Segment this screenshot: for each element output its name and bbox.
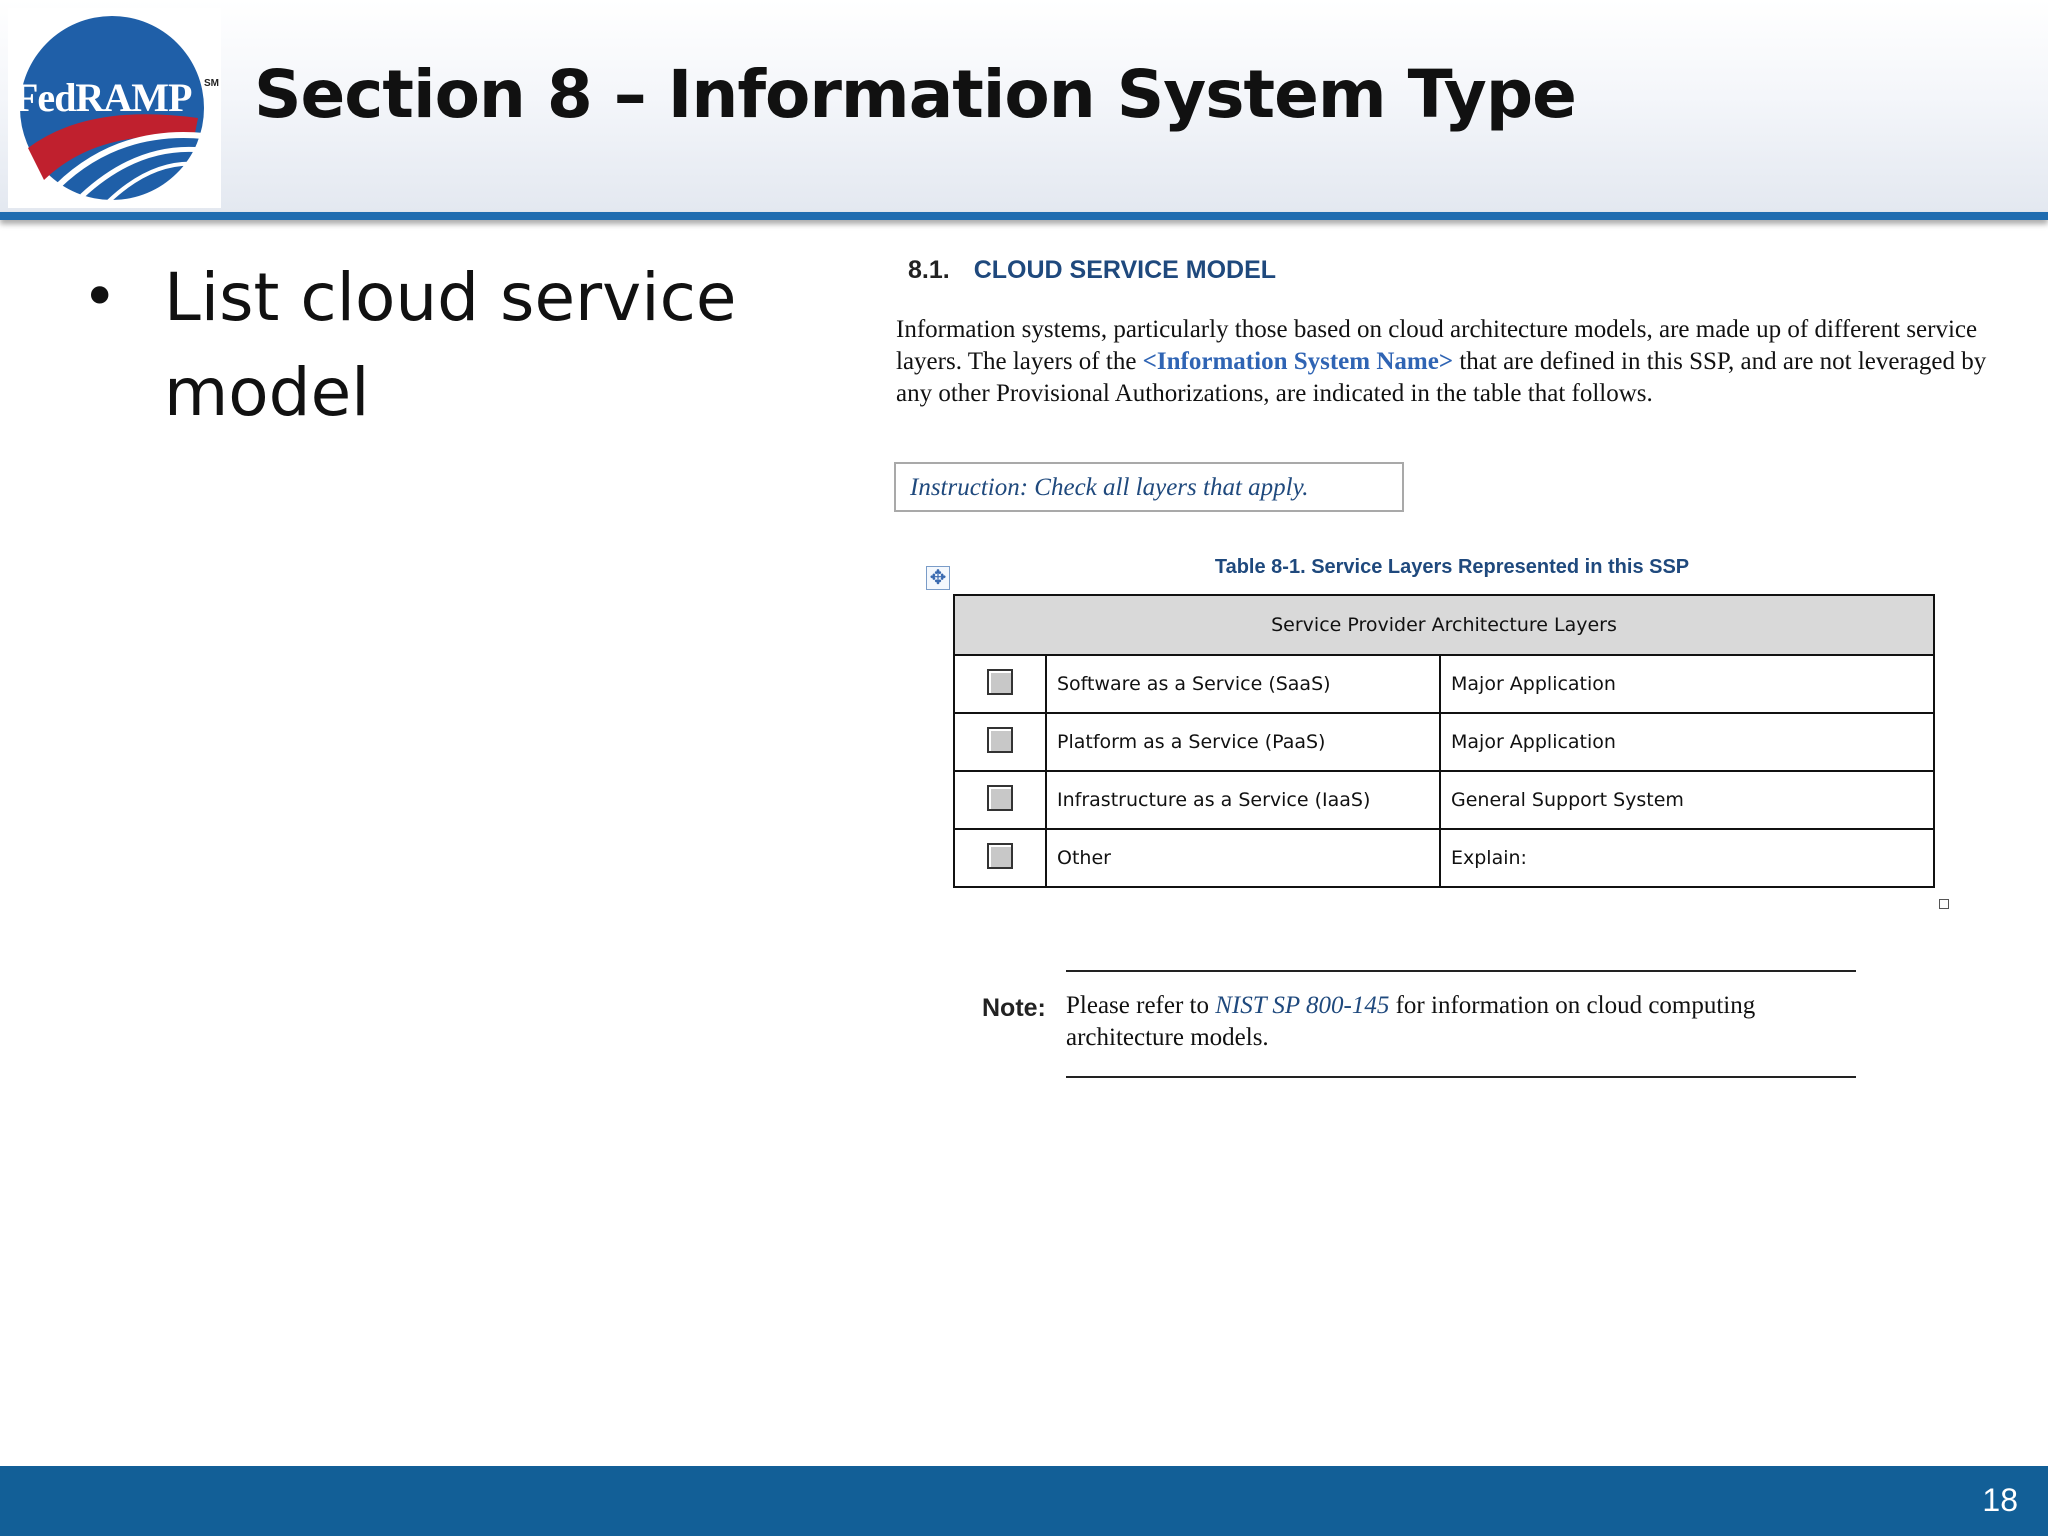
service-mark: SM xyxy=(204,78,219,89)
service-layers-table xyxy=(953,594,1935,888)
service-layer-cell: Platform as a Service (PaaS) xyxy=(1046,713,1440,771)
paragraph-text-start: Information systems, particularly those based on cloud architecture models, are made up of different service layers. The layers of the xyxy=(896,316,1978,375)
section-title: CLOUD SERVICE MODEL xyxy=(973,256,1277,284)
table-row xyxy=(954,771,1934,829)
slide-footer xyxy=(0,1466,2048,1536)
instruction-box: Instruction: Check all layers that apply. xyxy=(894,462,1404,512)
service-layer-cell: Infrastructure as a Service (IaaS) xyxy=(1046,771,1440,829)
table-move-handle-icon[interactable]: ✥ xyxy=(926,566,950,590)
note-top-rule xyxy=(1066,970,1856,972)
note-bottom-rule xyxy=(1066,1076,1856,1078)
system-name-placeholder: <Information System Name> xyxy=(1142,348,1454,375)
note-text-end: for information on cloud computing architecture models. xyxy=(1066,992,1756,1051)
header-divider xyxy=(0,212,2048,220)
paas-checkbox[interactable] xyxy=(987,727,1013,753)
system-type-cell: General Support System xyxy=(1440,771,1934,829)
system-type-cell: Major Application xyxy=(1440,655,1934,713)
document-excerpt xyxy=(890,250,2010,1100)
other-checkbox[interactable] xyxy=(987,843,1013,869)
table-row xyxy=(954,655,1934,713)
table-row xyxy=(954,713,1934,771)
system-type-cell: Major Application xyxy=(1440,713,1934,771)
section-paragraph xyxy=(896,314,2008,410)
paragraph-text-end: that are defined in this SSP, and are not leveraged by any other Provisional Authorizations, are indicated in the table that follows. xyxy=(896,348,1987,407)
logo-wordmark: FedRAMP xyxy=(14,75,192,120)
page-number: 18 xyxy=(1982,1482,2018,1518)
bullet-text: List cloud service model xyxy=(164,259,737,431)
table-header: Service Provider Architecture Layers xyxy=(954,595,1934,655)
note-text-start: Please refer to xyxy=(1066,992,1216,1019)
note-text xyxy=(1066,990,1866,1054)
system-type-cell[interactable]: Explain: xyxy=(1440,829,1934,887)
nist-reference: NIST SP 800-145 xyxy=(1215,992,1390,1019)
page-title: Section 8 – Information System Type xyxy=(254,56,1576,133)
saas-checkbox[interactable] xyxy=(987,669,1013,695)
service-layer-cell: Other xyxy=(1046,829,1440,887)
fedramp-logo xyxy=(8,8,221,208)
note-label: Note: xyxy=(982,994,1046,1022)
iaas-checkbox[interactable] xyxy=(987,785,1013,811)
table-row xyxy=(954,829,1934,887)
section-heading xyxy=(908,256,1276,285)
bullet-icon: • xyxy=(82,262,118,332)
table-resize-handle[interactable] xyxy=(1939,899,1949,909)
table-caption: Table 8-1. Service Layers Represented in this SSP xyxy=(1214,556,1690,578)
service-layer-cell: Software as a Service (SaaS) xyxy=(1046,655,1440,713)
section-number: 8.1. xyxy=(908,256,950,284)
